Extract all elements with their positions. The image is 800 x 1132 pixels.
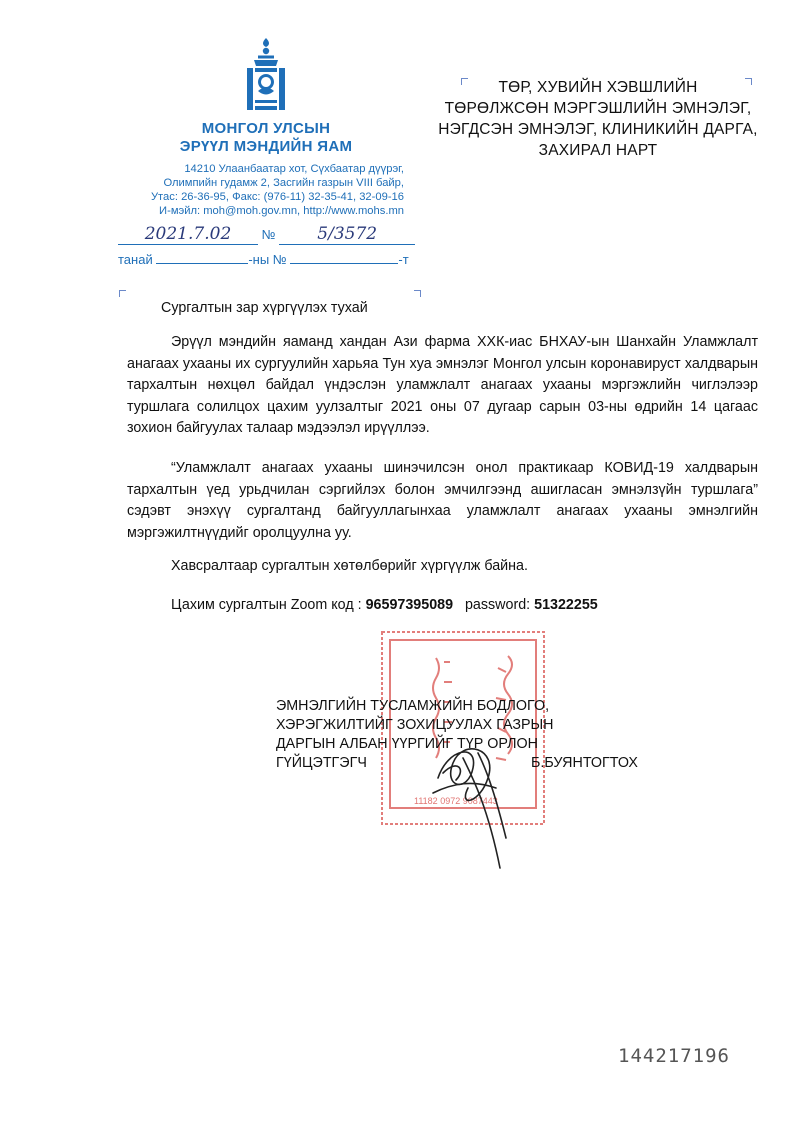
address-line: Олимпийн гудамж 2, Засгийн газрын VIII байр, — [163, 177, 404, 189]
handwritten-date: 2021.7.02 — [144, 224, 232, 244]
password-label: password: — [464, 597, 535, 613]
body-paragraph-1 — [127, 332, 758, 440]
signatory-name: Б.БУЯНТОГТОХ — [531, 755, 638, 771]
address-line: 14210 Улаанбаатар хот, Сүхбаатар дүүрэг, — [184, 163, 404, 175]
signature-title-line: ХЭРЭГЖИЛТИЙГ ЗОХИЦУУЛАХ ГАЗРЫН — [276, 717, 554, 733]
date-number-line — [118, 224, 415, 245]
reply-reference-line — [118, 252, 409, 267]
org-name-line2: ЭРҮҮЛ МЭНДИЙН ЯАМ — [179, 138, 353, 155]
password-value: 51322255 — [534, 597, 598, 613]
reply-number-blank — [290, 263, 398, 264]
subject-line: Сургалтын зар хүргүүлэх тухай — [161, 300, 368, 316]
number-field — [279, 224, 415, 245]
signature-title-line: ГҮЙЦЭТГЭГЧ — [276, 755, 367, 771]
address-line: Утас: 26-36-95, Факс: (976-11) 32-35-41, 32-09-16 — [150, 191, 404, 203]
body-paragraph-3: Хавсралтаар сургалтын хөтөлбөрийг хүргүүлж байна. — [171, 558, 528, 574]
zoom-label: Цахим сургалтын Zoom код : — [171, 597, 366, 613]
corner-mark — [414, 290, 421, 297]
body-paragraph-2-text: “Уламжлалт анагаах ухааны шинэчилсэн онол практикаар КОВИД-19 халдварын тархалтын үед урьдчилан сэргийлэх болон эмчилгээнд ашигласан эмнэлзүйн туршлага” сэдэвт энэхүү сургалтанд байгууллагынхаа уламжлалт анагаах ухааны эмнэлгийн мэргэжилтнүүдийг оролцуулна уу. — [127, 460, 758, 541]
t-suffix: -т — [398, 252, 409, 267]
reply-date-blank — [156, 263, 248, 264]
org-name-line1: МОНГОЛ УЛСЫН — [201, 120, 331, 137]
handwritten-number: 5/3572 — [317, 224, 378, 244]
address-line: И-мэйл: moh@moh.gov.mn, http://www.mohs.mn — [159, 205, 404, 217]
corner-mark — [119, 290, 126, 297]
mongolia-emblem-icon — [244, 36, 288, 114]
ny-label: -ны № — [248, 252, 287, 267]
signature-title-line: ЭМНЭЛГИЙН ТУСЛАМЖИЙН БОДЛОГО, — [276, 698, 550, 714]
addressee-line: ТӨР, ХУВИЙН ХЭВШЛИЙН — [498, 79, 698, 96]
addressee-line: НЭГДСЭН ЭМНЭЛЭГ, КЛИНИКИЙН ДАРГА, — [438, 121, 758, 138]
number-label: № — [261, 227, 276, 242]
body-paragraph-2 — [127, 458, 758, 544]
stamp-number: 11182 0972 9087443 — [414, 796, 498, 806]
body-paragraph-1-text: Эрүүл мэндийн яаманд хандан Ази фарма ХХК-иас БНХАУ-ын Шанхайн Уламжлалт анагаах ухааны их сургуулийн харьяа Тун хуа эмнэлэг Монгол улсын коронавируст халдварын тархалтын нөхцөл байдал үндэслэн уламжлалт анагаах ухааны мэргэжлийн чиглэлээр туршлага солилцох цахим уулзалтыг 2021 оны 07 дугаар сарын 03-ны өдрийн 14 цагаас зохион байгуулах талаар мэдээлэл ирүүллээ. — [127, 334, 758, 436]
signature-title-line: ДАРГЫН АЛБАН ҮҮРГИЙГ ТҮР ОРЛОН — [276, 736, 538, 752]
addressee-line: ТӨРӨЛЖСӨН МЭРГЭШЛИЙН ЭМНЭЛЭГ, — [444, 100, 752, 117]
date-field — [118, 224, 258, 245]
registration-number: 144217196 — [618, 1045, 730, 1067]
handwritten-signature-icon — [418, 718, 538, 878]
tanai-label: танай — [118, 252, 153, 267]
addressee-line: ЗАХИРАЛ НАРТ — [538, 142, 658, 159]
zoom-code: 96597395089 — [365, 597, 454, 613]
zoom-info-line — [171, 597, 598, 613]
